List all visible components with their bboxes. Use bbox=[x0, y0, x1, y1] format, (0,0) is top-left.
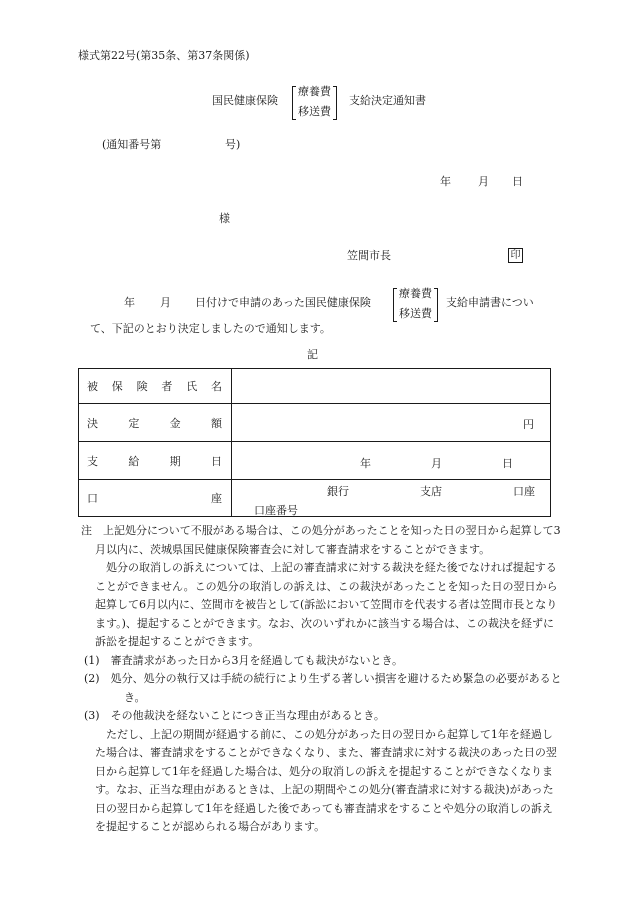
detail-table bbox=[78, 368, 551, 517]
note-condition-1: (1) 審査請求があった日から3月を経過しても裁決がないとき。 bbox=[84, 653, 404, 667]
body-bracket-left bbox=[393, 288, 397, 322]
account-number-label: 口座番号 bbox=[254, 504, 298, 517]
body-date-month: 月 bbox=[160, 296, 171, 309]
branch-label: 支店 bbox=[420, 485, 442, 498]
row-decided-amount bbox=[79, 404, 551, 442]
note-lawsuit: 処分の取消しの訴えについては、上記の審査請求に対する裁決を経た後でなければ提起することができません。この処分の取消しの訴えは、この裁決があったことを知った日の翌日から起算して6月以内に、笠間市を被告として(訴訟において笠間市を代表する者は笠間市長となります。)、提起することができます。なお、次のいずれかに該当する場合は、この裁決を経ずに訴訟を提起することができます。 bbox=[95, 561, 558, 648]
value-decided-amount[interactable] bbox=[232, 404, 551, 442]
row-bank-account bbox=[79, 480, 551, 517]
label-decided-amount: 決 定 金 額 bbox=[79, 404, 232, 442]
issuer-name: 笠間市長 bbox=[347, 249, 391, 262]
form-number: 様式第22号(第35条、第37条関係) bbox=[78, 49, 250, 62]
label-insured-name: 被 保 険 者 氏 名 bbox=[79, 369, 232, 404]
label-bank-account: 口 座 bbox=[79, 480, 232, 517]
body-tail: 支給申請書につい bbox=[446, 296, 534, 309]
payment-year: 年 bbox=[360, 457, 371, 470]
account-type-label: 口座 bbox=[513, 485, 535, 498]
body-lead: 日付けで申請のあった国民健康保険 bbox=[195, 296, 371, 309]
notice-number-close: 号) bbox=[225, 138, 241, 151]
value-insured-name[interactable] bbox=[232, 369, 551, 404]
value-bank-account[interactable] bbox=[232, 480, 551, 517]
body-options bbox=[399, 288, 432, 321]
payment-month: 月 bbox=[431, 457, 442, 470]
notes bbox=[78, 522, 562, 837]
title-suffix: 支給決定通知書 bbox=[349, 94, 426, 107]
value-payment-date[interactable] bbox=[232, 442, 551, 480]
payment-day: 日 bbox=[502, 457, 513, 470]
ki-mark: 記 bbox=[307, 348, 318, 361]
title-option-ryoyohi: 療養費 bbox=[298, 85, 331, 98]
note-proviso: ただし、上記の期間が経過する前に、この処分があった日の翌日から起算して1年を経過した場合は、審査請求をすることができなくなり、また、審査請求に対する裁決のあった日の翌日から起算して1年を経過した場合は、処分の取消しの訴えを提起することができなくなります。なお、正当な理由があるときは、上記の期間やこの処分(審査請求に対する裁決)があった日の翌日から起算して1年を経過した後であっても審査請求をすることや処分の取消しの訴えを提起することが認められる場合があります。 bbox=[95, 727, 557, 833]
body-date-year: 年 bbox=[124, 296, 135, 309]
row-payment-date bbox=[79, 442, 551, 480]
body-line2: て、下記のとおり決定しましたので通知します。 bbox=[90, 322, 331, 335]
title-options bbox=[298, 86, 331, 119]
note-condition-2: (2) 処分、処分の執行又は手続の続行により生ずる著しい損害を避けるため緊急の必要があるとき。 bbox=[84, 672, 562, 704]
title-bracket-left bbox=[292, 86, 296, 120]
note-appeal: 注 上記処分について不服がある場合は、この処分があったことを知った日の翌日から起算して3月以内に、茨城県国民健康保険審査会に対して審査請求をすることができます。 bbox=[81, 524, 561, 556]
yen-unit: 円 bbox=[523, 418, 534, 431]
date-month: 月 bbox=[478, 175, 489, 188]
title-option-isohi: 移送費 bbox=[298, 105, 331, 119]
seal-mark: 印 bbox=[508, 248, 523, 263]
date-day: 日 bbox=[512, 175, 523, 188]
bank-label: 銀行 bbox=[327, 485, 349, 498]
body-bracket-right bbox=[434, 288, 438, 322]
label-payment-date: 支 給 期 日 bbox=[79, 442, 232, 480]
body-option-ryoyohi: 療養費 bbox=[399, 287, 432, 300]
addressee-suffix: 様 bbox=[219, 212, 230, 225]
body-option-isohi: 移送費 bbox=[399, 307, 432, 321]
notice-number-open: (通知番号第 bbox=[102, 138, 162, 151]
note-condition-3: (3) その他裁決を経ないことにつき正当な理由があるとき。 bbox=[84, 709, 385, 722]
title-prefix: 国民健康保険 bbox=[212, 94, 278, 107]
date-year: 年 bbox=[440, 175, 451, 188]
row-insured-name bbox=[79, 369, 551, 404]
title-bracket-right bbox=[333, 86, 337, 120]
